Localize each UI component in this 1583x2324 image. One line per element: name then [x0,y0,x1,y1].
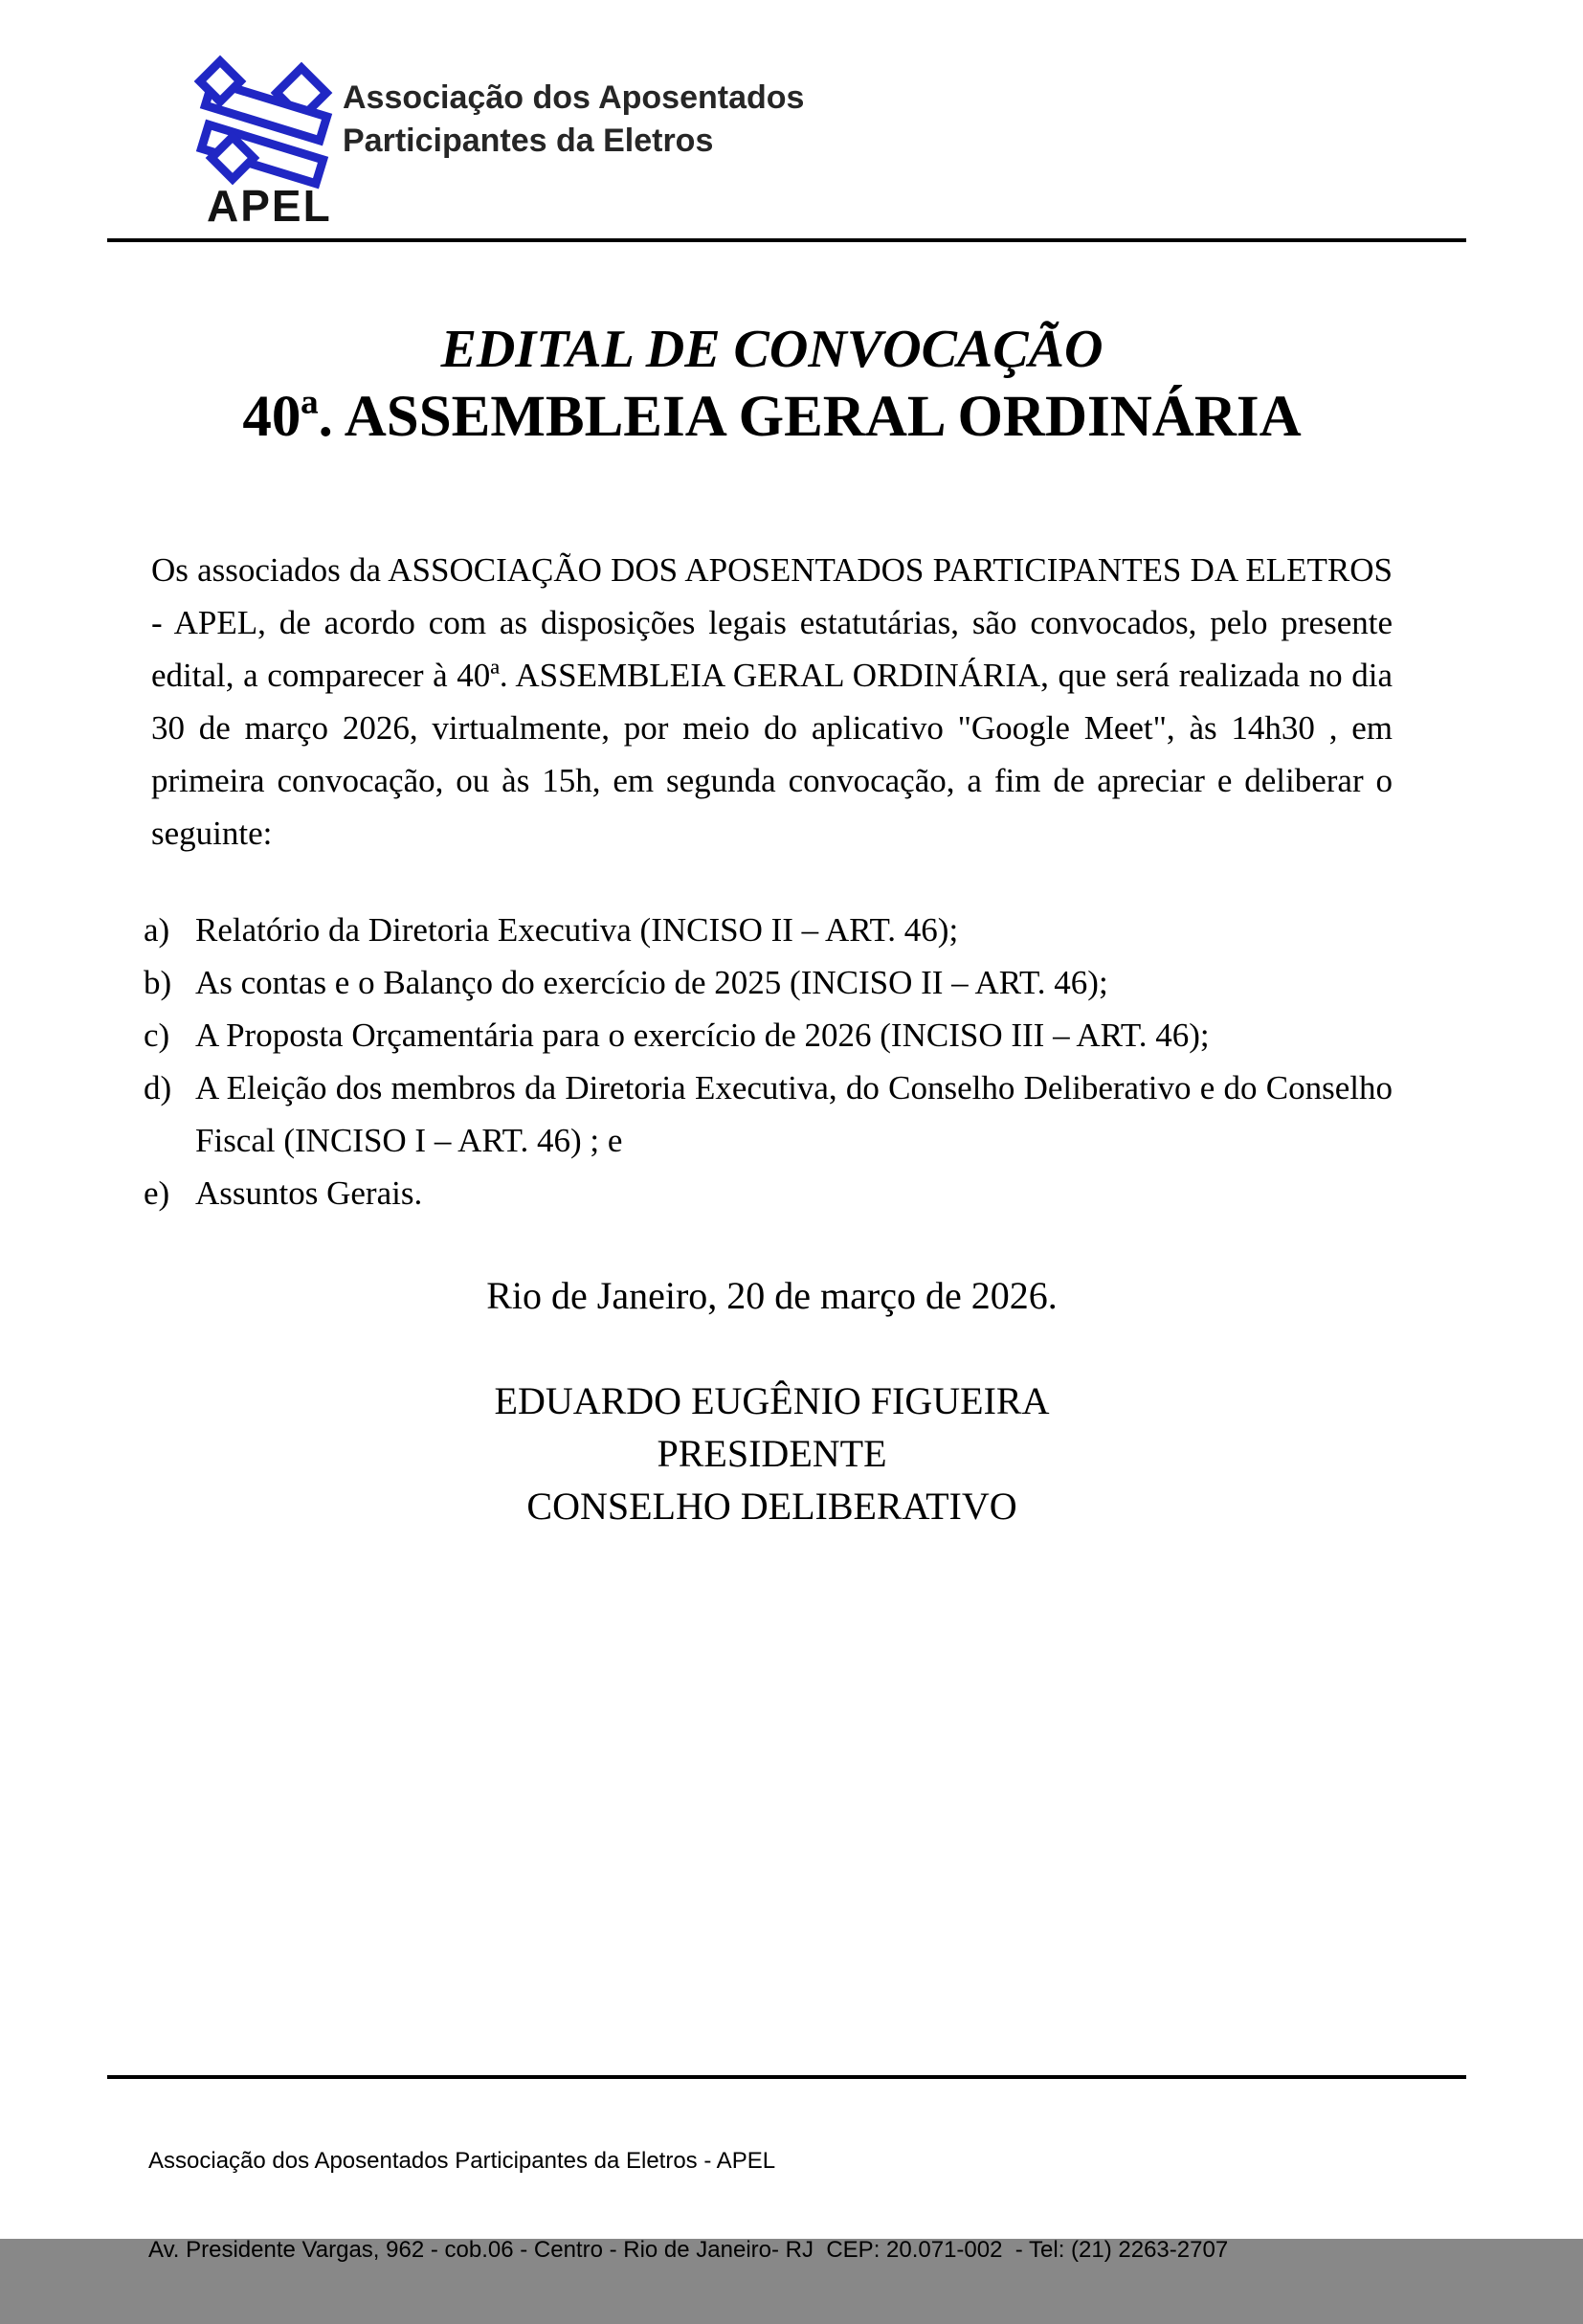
agenda-item-e-marker: e) [144,1174,170,1212]
document-title-line2: 40ª. ASSEMBLEIA GERAL ORDINÁRIA [242,385,1302,449]
agenda-item-e [144,1167,1393,1219]
signature-block [151,1374,1393,1532]
signatory-name: EDUARDO EUGÊNIO FIGUEIRA [494,1379,1050,1422]
agenda-item-b-marker: b) [144,964,172,1001]
convocation-paragraph: Os associados da ASSOCIAÇÃO DOS APOSENTADOS PARTICIPANTES DA ELETROS - APEL, de acordo com as disposições legais estatutárias, são convocados, pelo presente edital, a comparecer à 40ª. ASSEMBLEIA GERAL ORDINÁRIA, que será realizada no dia 30 de março 2026, virtualmente, por meio do aplicativo "Google Meet", às 14h30 , em primeira convocação, ou às 15h, em segunda convocação, a fim de apreciar e deliberar o seguinte: [151,551,1393,852]
agenda-item-d-text: A Eleição dos membros da Diretoria Executiva, do Conselho Deliberativo e do Conselho Fiscal (INCISO I – ART. 46) ; e [195,1069,1393,1159]
agenda-item-c [144,1009,1393,1061]
organization-name-line1: Associação dos Aposentados [343,79,805,116]
agenda-item-a-text: Relatório da Diretoria Executiva (INCISO II – ART. 46); [195,911,959,949]
footer [148,2087,1228,2324]
agenda-item-b [144,956,1393,1009]
agenda-item-b-text: As contas e o Balanço do exercício de 2025 (INCISO II – ART. 46); [195,964,1108,1001]
footer-org-line: Associação dos Aposentados Participantes da Eletros - APEL [148,2148,776,2174]
agenda-item-a-marker: a) [144,911,170,949]
logo-acronym: APEL [207,181,332,231]
agenda-item-d [144,1061,1393,1167]
agenda-list [144,904,1393,1219]
document-title [151,316,1393,452]
agenda-item-a [144,904,1393,956]
signatory-org: CONSELHO DELIBERATIVO [526,1485,1017,1528]
agenda-item-e-text: Assuntos Gerais. [195,1174,423,1212]
agenda-item-c-marker: c) [144,1017,170,1054]
date-line: Rio de Janeiro, 20 de março de 2026. [486,1274,1058,1317]
document-body [144,0,1393,1532]
agenda-item-c-text: A Proposta Orçamentária para o exercício de 2026 (INCISO III – ART. 46); [195,1017,1210,1054]
footer-divider [107,2075,1466,2079]
agenda-item-d-marker: d) [144,1069,172,1106]
organization-name-line2: Participantes da Eletros [343,123,714,159]
signatory-title: PRESIDENTE [657,1432,887,1475]
footer-address-line: Av. Presidente Vargas, 962 - cob.06 - Centro - Rio de Janeiro- RJ CEP: 20.071-002 - Tel: (21) 2263-2707 [148,2237,1229,2263]
document-title-line1: EDITAL DE CONVOCAÇÃO [440,320,1104,379]
